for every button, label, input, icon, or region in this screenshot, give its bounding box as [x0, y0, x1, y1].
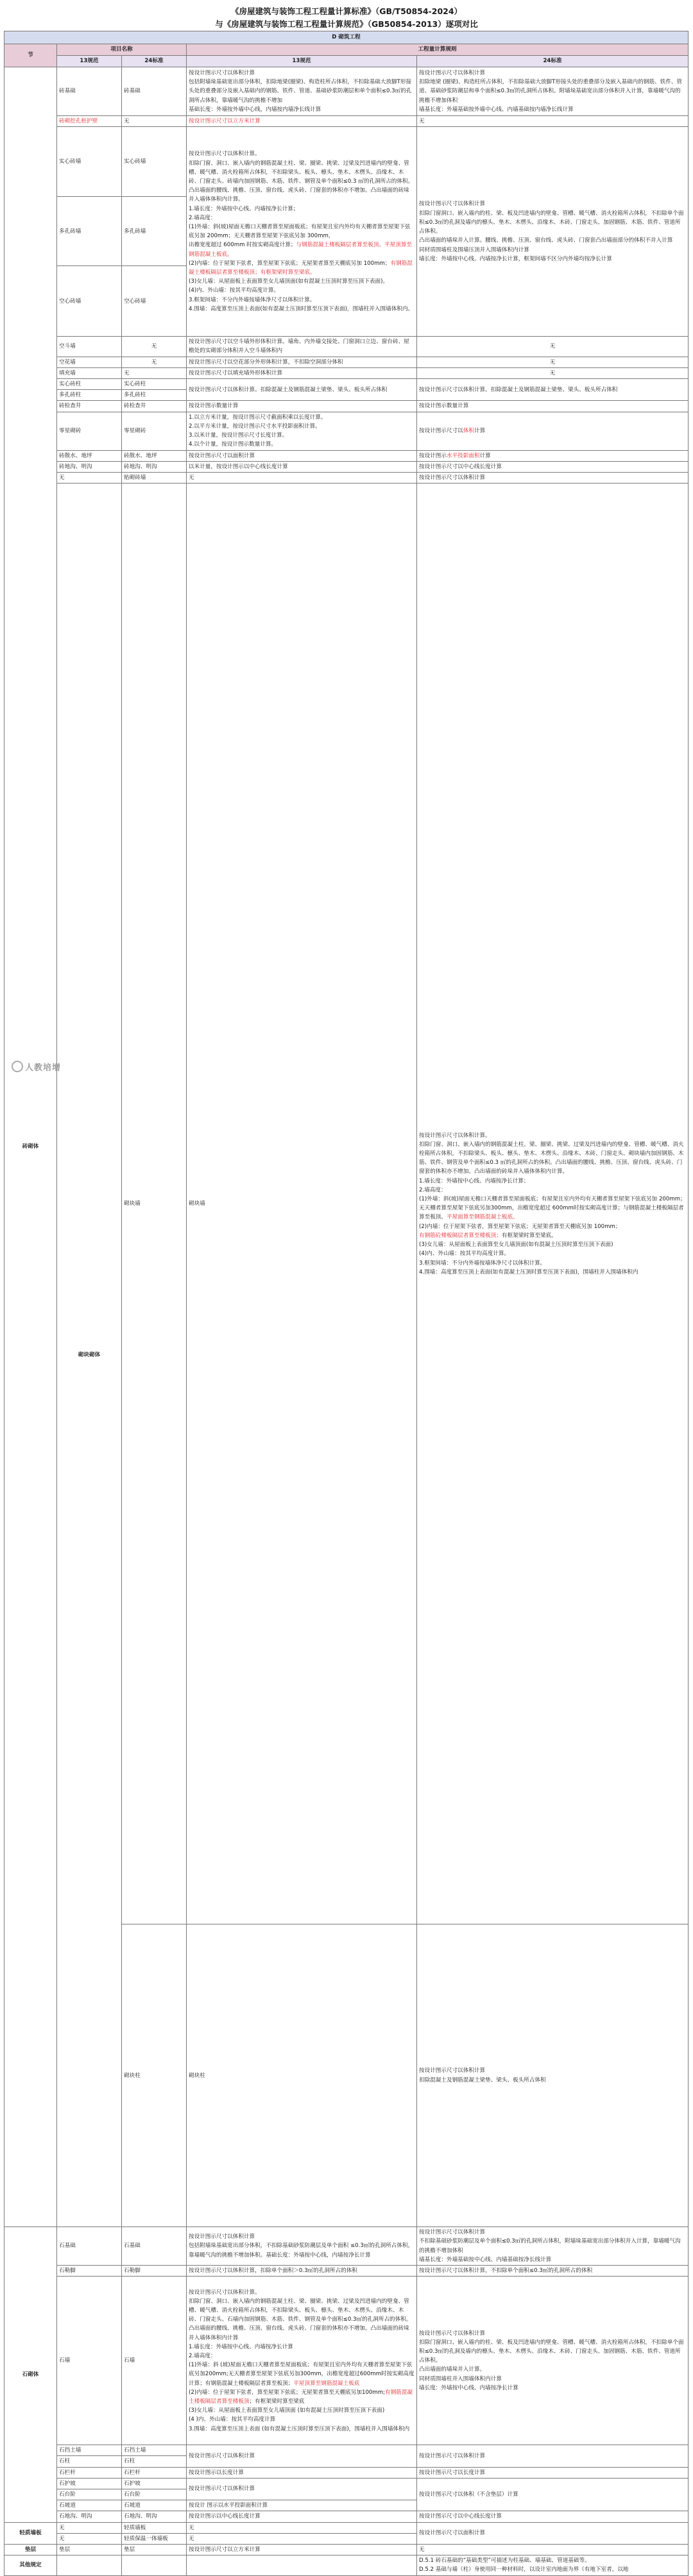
row-stone-trench-13: 石地沟、明沟: [57, 2511, 122, 2522]
rule-infill-wall-13: 按设计图示尺寸以填充墙外形体积计算: [187, 367, 417, 378]
document-titles: [0, 5, 693, 31]
section-cushion: 垫层: [4, 2545, 57, 2555]
row-stone-railing-24: 石栏杆: [122, 2467, 187, 2478]
rule-block-wall-13: 按设计图示尺寸以体积计算。 扣除门窗、洞口、嵌入墙内的钢筋混凝土柱、梁、圈梁、挑梁、过梁及凹进墙内的壁龛、管槽、暖气槽、消火栓箱所占体积，不扣除梁头、板头、檩头、垫木、木楞头、沿缘木、木砖、门窗走头、砌块墙内加固钢筋、木筋、铁件、钢管及单个面积≤0.3 ㎡的孔洞所占的体积。凸出墙面的腰线、挑檐、压顶、窗台线、虎头砖、门窗套的体积亦不增加。凸出墙面的砖垛并入墙体体积内计算。 1.墙长度：外墙按中心线、内墙按净长计算； 2.墙高度： (1)外墙：斜(坡)屋面无檐口天棚者算至屋面板底；有屋架且室内外均有天棚者算至屋架下弦底另加 200mm；无天棚者算至屋架下弦底另加300mm，出檐宽度超过 600mm时按实砌高度计算；与钢筋混凝土楼板隔层者算至板顶。平屋面算至钢筋混凝土板底。 (2)内墙：位于屋架下弦者，算至屋架下弦底；无屋架者算至天棚底另加 100mm； 有钢筋砼楼板隔层者算至楼板顶；有框架梁时算至梁底。 (3)女儿墙：从屋面板上表面算至女儿墙顶面(如有混凝土压顶时算至压顶下表面) (4)内、外山墙：按其平均高度计算。 3.框架间墙：不分内外墙按墙体净尺寸以体积计算。 4.围墙：高度算至压顶上表面(如有混凝土压顶时算至压顶下表面)，围墙柱并入围墙体积内: [417, 484, 689, 1924]
rule-lattice-wall-24: 无: [417, 357, 689, 367]
row-multi-hole-wall-13: 多孔砖墙: [57, 197, 122, 266]
section-light-panel: 轻质墙板: [4, 2522, 57, 2544]
rule-brick-apron-13: 按设计图示尺寸以面积计算: [187, 450, 417, 461]
row-multi-column-13: 多孔砖柱: [57, 390, 122, 401]
section-block: 砌块砌体: [57, 484, 122, 2227]
rule-pile-guard-24: 无: [417, 116, 689, 127]
row-stone-trench-24: 石地沟、明沟: [122, 2511, 187, 2522]
row-block-column-24: 砌块柱: [187, 1924, 417, 2227]
rule-manhole-24: 按设计图示数量计算: [417, 401, 689, 412]
rule-pile-guard-13: 按设计图示尺寸以立方米计算: [187, 116, 417, 127]
rule-brick-column-24: 按设计图示尺寸以体积计算。扣除混凝土及钢筋混凝土梁垫、梁头、板头所占体积: [417, 379, 689, 401]
row-stone-column-13: 石柱: [57, 2456, 122, 2467]
row-pile-guard-24: 无: [122, 116, 187, 127]
rule-brick-foundation-13: 按设计图示尺寸以体积计算 包括附墙垛基础宽出部分体积，扣除地梁(圈梁)、构造柱所占体积，不扣除基础大放脚T形接头处的重叠部分及嵌入基础内的钢筋、铁件、管道、基础砂浆防潮层和单个面积≤0.3㎡的孔洞所占体积，靠墙暖气沟的挑檐不增加 基础长度：外墙按外墙中心线，内墙按内墙净长线计算: [187, 67, 417, 116]
section-other: 其他规定: [4, 2555, 57, 2575]
row-lattice-wall-13: 空花墙: [57, 357, 122, 367]
row-stone-ramp-24: 石坡道: [122, 2500, 187, 2511]
rule-stone-railing-13: 按设计图示以长度计算: [187, 2467, 417, 2478]
rule-hollow-bucket-wall-24: 无: [417, 337, 689, 357]
rule-stone-railing-24: 按设计图示尺寸以长度计算: [417, 2467, 689, 2478]
rule-manhole-13: 按设计图示数量计算: [187, 401, 417, 412]
rule-veneer-wall-24: 按设计图示尺寸以体积计算: [417, 473, 689, 484]
chapter-header: D 砌筑工程: [4, 31, 689, 44]
row-stone-wall-13: 石墙: [57, 2277, 122, 2445]
rules-13-header: 13规范: [187, 56, 417, 67]
row-solid-wall-24: 实心砖墙: [122, 127, 187, 197]
name-24-header: 24标准: [122, 56, 187, 67]
row-block-wall-24: 砌块墙: [187, 484, 417, 1924]
row-pile-guard-13: 砖砌挖孔桩护壁: [57, 116, 122, 127]
rules-24-header: 24标准: [417, 56, 689, 67]
row-hollow-bucket-wall-24: 无: [122, 337, 187, 357]
row-stone-retaining-wall-13: 石挡土墙: [57, 2445, 122, 2456]
logo-circle-icon: [12, 1061, 23, 1072]
row-stone-ramp-13: 石坡道: [57, 2500, 122, 2511]
rule-brick-wall-13: 按设计图示尺寸以体积计算。 扣除门窗、洞口、嵌入墙内的钢筋混凝土柱、梁、圈梁、挑梁、过梁及凹进墙内的壁龛、管槽、暖气槽、消火栓箱所占体积，不扣除梁头、板头、檩头、垫木、木楞头、沿缘木、木砖、门窗走头、砖墙内加固钢筋、木筋、铁件、钢管及单个面积≤0.3 ㎡的孔洞所占的体积。凸出墙面的腰线、挑檐、压顶、窗台线、虎头砖、门窗套的体积亦不增加。凸出墙面的砖垛并入墙体体积内计算。 1.墙长度：外墙按中心线、内墙按净长计算； 2.墙高度： (1)外墙：斜(坡)屋面无檐口天棚者算至屋面板底；有屋架且室内外均有天棚者算至屋架下弦底另加 200mm；无天棚者算至屋架下弦底另加 300mm， 出檐宽度超过 600mm 时按实砌高度计算；与钢筋混凝土楼板隔层者算至板顶。平屋顶算至钢筋混凝土板底。 (2)内墙：位于屋架下弦者，算至屋架下弦底；无屋架者算至天棚底另加 100mm；有钢筋混凝土楼板隔层者算至楼板顶；有框架梁时算至梁底。 (3)女儿墙：从屋面板上表面算至女儿墙顶面(如有混凝土压顶时算至压顶下表面)。 (4)内、外山墙：按其平均高度计算。 3.框架间墙：不分内外墙按墙体净尺寸以体积计算。 4.围墙：高度算至压顶上表面(如有混凝土压顶时算至压顶下表面)，围墙柱并入围墙体积内。: [187, 127, 417, 337]
rule-stone-wall-13: 按设计图示尺寸以体积计算。 扣除门窗、洞口、嵌入墙内的钢筋混凝土柱、梁、圈梁、挑梁、过梁及凹进墙内的壁龛、管槽、暖气槽、消火栓箱所占体积，不扣除梁头、板头、檩头、垫木、木楞头、沿缘木、木砖、门窗走头、石墙内加固钢筋、木筋、铁件、钢管及单个面积≤0.3㎡的孔洞所占的体积。凸出墙面的腰线、挑檐、压顶、窗台线、虎头砖、门窗套的体积亦不增加。凸出墙面的砖垛并入墙体体积内计算 1.墙长度：外墙按中心线、内墙按净长计算 2.墙高度： (1)外墙：斜 (坡)屋面无檐口天棚者算至屋面板底；有屋架且室内外均有天棚者算至屋架下弦底另加200mm;无天棚者算至屋架下弦底另加300mm，出檐宽度超过600mm时按实砌高度计算；有钢筋混凝土楼板隔层者算至板顶；平屋顶算至钢筋混凝土板底 (2)内墙：位于屋架下弦者，算至屋架下弦底；无屋架者算至天棚底另加100mm;有钢筋混凝土楼板隔层者算至楼板顶；有框架梁时算至梁底 (3)女儿墙：从屋面板上表面算至女儿墙顶面 (如有混凝土压顶时算至压顶下表面) (4 )内、外山墙：按其平均高度计算 3.围墙：高度算至压顶上表面 (如有混凝土压顶时算至压顶下表面)，围墙柱并入围墙体积内: [187, 2277, 417, 2445]
row-stone-column-24: 石柱: [122, 2456, 187, 2467]
rule-stone-wall-24: 按设计图示尺寸以体积计算 扣除门窗洞口、嵌入墙内的柱、梁、板及凹进墙内的壁龛、管槽、暖气槽、消火栓箱所占体积，不扣除单个面积≤0.3㎡的孔洞及墙内的檩头、垫木、木楞头、沿缘木、木砖、门窗走头、加固钢筋、木筋、铁件、管道所占体积。 凸出墙面的墙垛并入计算。 同材质围墙柱并入围墙体积内计算 墙长度：外墙按中心线、内墙按净长计算: [417, 2277, 689, 2445]
rule-veneer-wall-13: 无: [187, 473, 417, 484]
row-stone-foundation-24: 石基础: [122, 2227, 187, 2266]
title-line-2: 与《房屋建筑与装饰工程工程量计算规范》（GB50854-2013）逐项对比: [215, 19, 478, 29]
rules-col-header: 工程量计算规则: [187, 44, 689, 56]
row-solid-column-24: 实心砖柱: [122, 379, 187, 390]
rule-misc-brick-13: 1.以立方米计量，按设计图示尺寸截面积乘以长度计算。 2.以平方米计量，按设计图示尺寸水平投影面积计算。 3.以米计量，按设计图示尺寸长度计算。 4.以个计量，按设计图示数量计算。: [187, 412, 417, 450]
rule-brick-apron-24: 按设计图示水平投影面积计算: [417, 450, 689, 461]
row-brick-foundation-24: 砖基础: [122, 67, 187, 116]
rule-stone-trench-24: 按设计图示尺寸以中心线长度计算: [417, 2511, 689, 2522]
row-other-13: [57, 2555, 122, 2575]
rule-stone-volume-13: 按设计图示尺寸以体积计算: [187, 2445, 417, 2467]
row-veneer-wall-13: 无: [57, 473, 122, 484]
rule-brick-wall-24: 按设计图示尺寸以体积计算 扣除门窗洞口、嵌入墙内的柱、梁、板及凹进墙内的壁龛、管槽、暖气槽、消火栓箱所占体积，不扣除单个面积≤0.3㎡的孔洞及墙内的檩头、垫木、木楞头、沿缘木、木砖、门窗走头、加固钢筋、木筋、铁件、管道所占体积。 凸出墙面的墙垛并入计算。腰线、挑檐、压顶、窗台线、虎头砖、门窗套凸出墙面部分的体积不并入计算 同材质围墙柱及围墙压顶并入围墙体积内计算 墙长度：外墙按中心线、内墙按净长计算，框架间墙不区分内外墙均按净长计算: [417, 127, 689, 337]
row-stone-plinth-13: 石勒脚: [57, 2266, 122, 2277]
rule-cushion-13: 按设计图示尺寸以立方米计算: [187, 2545, 417, 2555]
rule-stone-ramp-13: 按设计 图示以水平投影面积计算: [187, 2500, 417, 2511]
row-lattice-wall-24: 无: [122, 357, 187, 367]
row-cushion-13: 垫层: [57, 2545, 122, 2555]
row-hollow-wall-13: 空心砖墙: [57, 266, 122, 337]
row-brick-foundation-13: 砖基础: [57, 67, 122, 116]
rule-block-column-13: 按设计图示尺寸以体积计算 扣除混凝土及钢筋混凝土梁垫、梁头、板头所占体积: [417, 1924, 689, 2227]
rule-brick-foundation-24: 按设计图示尺寸以体积计算 扣除地梁 (圈梁)、构造柱所占体积，不扣除基础大放脚T形接头处的重叠部分及嵌入基础内的钢筋、铁件、管道、基础砂浆防潮层和单个面积≤0.3㎡的孔洞所占体积。附墙垛基础宽出部分体积并入计算，靠墙暖气沟的挑檐不增加体积 墙基长度：外墙基础按外墙中心线、内墙基础按内墙净长线计算: [417, 67, 689, 116]
rule-brick-column-13: 按设计图示尺寸以体积计算。扣除混凝土及钢筋混凝土梁垫、梁头、板头所占体积: [187, 379, 417, 401]
row-multi-hole-wall-24: 多孔砖墙: [122, 197, 187, 266]
rule-other-24: D.5.1 砖石基础的“基础类型”可描述为柱基础、墙基础、管道基础等。 D.5.2 基础与墙（柱）身使用同一种材料时，以设计室内地面为界（有地下室者，以地: [417, 2555, 689, 2575]
row-infill-wall-24: 无: [122, 367, 187, 378]
row-brick-trench-13: 砖地沟、明沟: [57, 461, 122, 472]
row-stone-steps-13: 石台阶: [57, 2489, 122, 2500]
rule-stone-plinth-13: 按设计图示尺寸以体积计算，扣除单个面积＞0.3㎡的孔洞所占的体积: [187, 2266, 417, 2277]
row-solid-wall-13: 实心砖墙: [57, 127, 122, 197]
row-stone-railing-13: 石栏杆: [57, 2467, 122, 2478]
rule-brick-trench-13: 以米计量，按设计图示以中心线长度计算: [187, 461, 417, 472]
row-stone-slope-13: 石护坡: [57, 2478, 122, 2489]
comparison-table: [4, 31, 689, 2576]
row-stone-plinth-24: 石勒脚: [122, 2266, 187, 2277]
rule-stone-plinth-24: 按设计图示尺寸以体积计算，不扣除单个面积≤0.3㎡的孔洞所占的体积: [417, 2266, 689, 2277]
row-stone-slope-24: 石护坡: [122, 2478, 187, 2489]
row-other-24: [122, 2555, 187, 2575]
row-cushion-24: 垫层: [122, 2545, 187, 2555]
row-hollow-wall-24: 空心砖墙: [122, 266, 187, 337]
row-misc-brick-13: 零星砌砖: [57, 412, 122, 450]
row-manhole-24: 砖检查井: [122, 401, 187, 412]
row-multi-column-24: 多孔砖柱: [122, 390, 187, 401]
row-brick-apron-13: 砖散水、地坪: [57, 450, 122, 461]
rule-stone-volume-24: 按设计图示尺寸以体积计算: [417, 2445, 689, 2467]
row-veneer-wall-24: 贴砌砖墙: [122, 473, 187, 484]
rule-stone-slope-steps-ramp-24: 按设计图示尺寸以体积（不含垫层）计算: [417, 2478, 689, 2511]
row-light-panel-13: 无: [57, 2522, 122, 2533]
row-stone-steps-24: 石台阶: [122, 2489, 187, 2500]
rule-stone-foundation-24: 按设计图示尺寸以体积计算 不扣除基础砂浆防潮层及单个面积≤0.3㎡的孔洞所占体积，附墙垛基础宽出部分体积并入计算，靠墙暖气沟的挑檐不增加体积 墙基长度：外墙基础按中心线、内墙基础按净长线计算: [417, 2227, 689, 2266]
rule-stone-trench-13: 按设计图示以中心线长度计算: [187, 2511, 417, 2522]
title-line-1: 《房屋建筑与装饰工程工程量计算标准》（GB/T50854-2024）: [230, 6, 463, 16]
row-brick-trench-24: 砖地沟、明沟: [122, 461, 187, 472]
row-block-wall-13: 砌块墙: [122, 484, 187, 1924]
row-solid-column-13: 实心砖柱: [57, 379, 122, 390]
row-stone-wall-24: 石墙: [122, 2277, 187, 2445]
row-misc-brick-24: 零星砌砖: [122, 412, 187, 450]
row-block-column-13: 砌块柱: [122, 1924, 187, 2227]
section-brick: 砖砌体: [4, 67, 57, 2227]
rule-light-panel-13: 无: [187, 2522, 417, 2533]
rule-light-panel-24: 按设计图示尺寸以面积计算: [417, 2522, 689, 2544]
publisher-logo: 人教培增: [12, 1061, 61, 1073]
name-13-header: 13规范: [57, 56, 122, 67]
section-col-header: 节: [4, 44, 57, 67]
row-brick-apron-24: 砖散水、地坪: [122, 450, 187, 461]
row-insulated-panel-24: 轻质保温一体墙板: [122, 2533, 187, 2544]
section-stone: 石砌体: [4, 2227, 57, 2523]
rule-infill-wall-24: 无: [417, 367, 689, 378]
rule-hollow-bucket-wall-13: 按设计图示尺寸以空斗墙外形体积计算。墙角、内外墙交接处、门窗洞口立边、窗台砖、屋檐处的实砌部分体积并入空斗墙体积内: [187, 337, 417, 357]
rule-other-13: [187, 2555, 417, 2575]
row-light-panel-24: 轻质墙板: [122, 2522, 187, 2533]
rule-stone-foundation-13: 按设计图示尺寸以体积计算 包括附墙垛基础宽出部分体积，不扣除基础砂浆防潮层及单个面积 ≤0.3㎡的孔洞所占体积，靠墙暖气沟的挑檐不增加体积。基础长度：外墙按中心线，内墙按净长计算: [187, 2227, 417, 2266]
row-hollow-bucket-wall-13: 空斗墙: [57, 337, 122, 357]
row-stone-foundation-13: 石基础: [57, 2227, 122, 2266]
rule-insulated-panel-13: 无: [187, 2533, 417, 2544]
row-insulated-panel-13: 无: [57, 2533, 122, 2544]
name-col-header: 项目名称: [57, 44, 187, 56]
rule-brick-trench-24: 按设计图示尺寸以中心线长度计算: [417, 461, 689, 472]
rule-stone-slope-steps-13: 按设计图示尺寸以体积计算: [187, 2478, 417, 2500]
rule-cushion-24: 无: [417, 2545, 689, 2555]
row-infill-wall-13: 填充墙: [57, 367, 122, 378]
rule-misc-brick-24: 按设计图示尺寸以体积计算: [417, 412, 689, 450]
row-stone-retaining-wall-24: 石挡土墙: [122, 2445, 187, 2456]
rule-lattice-wall-13: 按设计图示尺寸以空花部分外形体积计算，不扣除空洞部分体积: [187, 357, 417, 367]
row-manhole-13: 砖检查井: [57, 401, 122, 412]
